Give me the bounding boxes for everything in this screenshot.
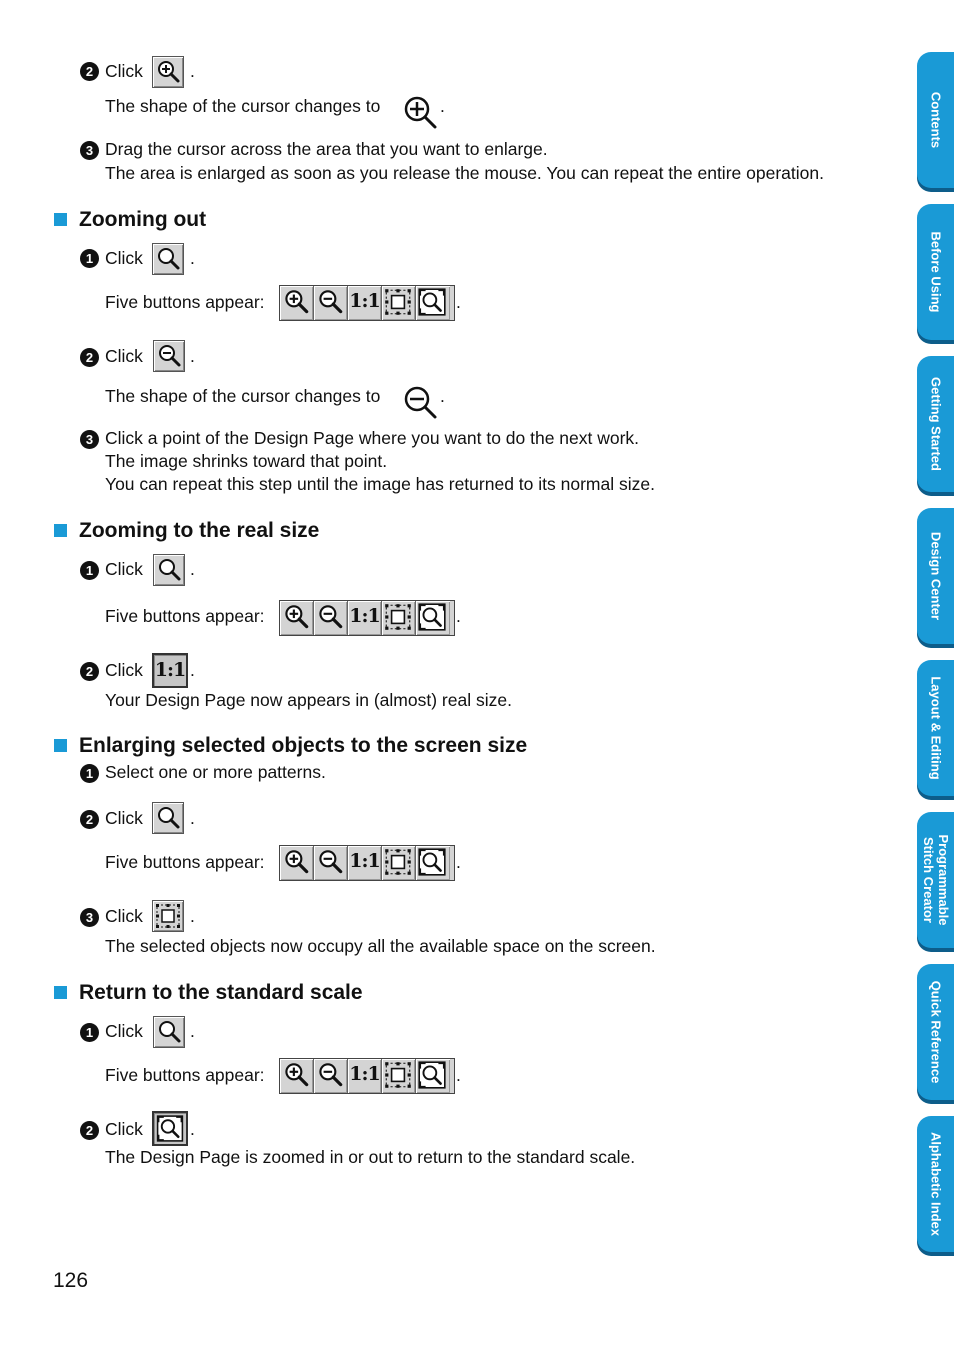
period: . [456,292,461,312]
tab-label: Design Center [928,531,943,621]
period: . [190,808,195,828]
zoom-out-cursor-icon [403,385,439,421]
step-number-3: 3 [80,430,99,449]
zoom-in-tool[interactable] [280,286,314,320]
real-size-tool[interactable]: 1:1 [348,286,382,320]
step-text: You can repeat this step until the image has returned to its normal size. [105,474,655,494]
zoom-button[interactable] [152,243,184,275]
fit-selection-tool[interactable] [382,846,416,880]
zoom-out-tool[interactable] [314,286,348,320]
step-text: Click [105,346,143,366]
tab-label: Before Using [928,231,943,313]
real-size-tool[interactable]: 1:1 [348,846,382,880]
zoom-in-cursor-icon [403,95,439,131]
zoom-out-icon [154,341,184,371]
zoom-out-tool[interactable] [314,1059,348,1093]
standard-scale-tool[interactable] [416,846,450,880]
tab-layout-editing[interactable] [917,660,954,796]
page-number: 126 [53,1269,89,1292]
magnifier-icon [153,244,183,274]
real-size-tool[interactable]: 1:1 [348,601,382,635]
zoom-out-button[interactable] [153,340,185,372]
period: . [190,1119,195,1139]
step-text: Click [105,248,143,268]
zoom-in-tool[interactable] [280,601,314,635]
step-text: Click [105,808,143,828]
step-text: Click [105,1021,143,1041]
magnifier-icon [154,1017,184,1047]
standard-scale-tool[interactable] [416,1059,450,1093]
tab-before-using[interactable] [917,204,954,340]
zoom-in-tool[interactable] [280,1059,314,1093]
zoom-out-icon [314,1059,346,1091]
step-number-2: 2 [80,810,99,829]
zoom-out-icon [314,846,346,878]
magnifier-icon [154,555,184,585]
zoom-out-icon [314,286,346,318]
zoom-toolbar [279,600,455,636]
fit-selection-tool[interactable] [382,286,416,320]
section-bullet [54,213,67,226]
tab-quick-reference[interactable] [917,964,954,1100]
fit-selection-button[interactable] [152,900,184,932]
fit-selection-icon [382,286,414,318]
period: . [190,248,195,268]
zoom-toolbar [279,285,455,321]
step-text: Your Design Page now appears in (almost) real size. [105,690,512,710]
step-text: Click [105,906,143,926]
standard-scale-button[interactable] [152,1111,188,1146]
zoom-in-tool[interactable] [280,846,314,880]
standard-scale-icon [416,1059,448,1091]
step-text: Click [105,61,143,81]
tab-label: Alphabetic Index [928,1131,943,1237]
step-text: The Design Page is zoomed in or out to return to the standard scale. [105,1147,636,1167]
section-heading-real-size: Zooming to the real size [79,519,320,542]
period: . [440,386,445,406]
zoom-button[interactable] [153,1016,185,1048]
period: . [190,559,195,579]
standard-scale-tool[interactable] [416,601,450,635]
zoom-button[interactable] [153,554,185,586]
fit-selection-icon [382,1059,414,1091]
step-number-2: 2 [80,348,99,367]
cursor-change-text: The shape of the cursor changes to [105,386,381,406]
period: . [456,606,461,626]
standard-scale-icon [154,1113,186,1144]
fit-selection-tool[interactable] [382,1059,416,1093]
zoom-in-button[interactable] [152,56,184,88]
standard-scale-icon [416,601,448,633]
step-number-3: 3 [80,141,99,160]
step-text: Drag the cursor across the area that you want to enlarge. [105,139,548,159]
period: . [190,660,195,680]
fit-selection-icon [382,601,414,633]
fit-selection-tool[interactable] [382,601,416,635]
section-bullet [54,739,67,752]
five-buttons-text: Five buttons appear: [105,606,265,626]
tab-label: Contents [928,91,943,149]
five-buttons-text: Five buttons appear: [105,852,265,872]
tab-label: Layout & Editing [928,676,943,780]
fit-selection-icon [382,846,414,878]
period: . [190,346,195,366]
period: . [190,1021,195,1041]
cursor-change-text: The shape of the cursor changes to [105,96,381,116]
zoom-in-icon [280,1059,312,1091]
five-buttons-text: Five buttons appear: [105,292,265,312]
step-number-2: 2 [80,1121,99,1140]
zoom-out-tool[interactable] [314,846,348,880]
fit-selection-icon [153,901,183,931]
tab-design-center[interactable] [917,508,954,644]
step-text: Click a point of the Design Page where you want to do the next work. [105,428,640,448]
period: . [440,96,445,116]
zoom-in-icon [280,286,312,318]
tab-label: Getting Started [928,377,943,471]
tab-programmable-stitch-creator[interactable] [917,812,954,948]
step-number-1: 1 [80,764,99,783]
zoom-in-icon [280,601,312,633]
magnifier-icon [153,803,183,833]
zoom-out-icon [314,601,346,633]
zoom-out-tool[interactable] [314,601,348,635]
real-size-button[interactable]: 1:1 [152,653,188,688]
step-text: Click [105,1119,143,1139]
step-number-1: 1 [80,249,99,268]
step-number-1: 1 [80,1023,99,1042]
step-number-1: 1 [80,561,99,580]
real-size-tool[interactable]: 1:1 [348,1059,382,1093]
step-number-2: 2 [80,662,99,681]
standard-scale-tool[interactable] [416,286,450,320]
section-bullet [54,524,67,537]
period: . [456,852,461,872]
period: . [190,61,195,81]
tab-alphabetic-index[interactable] [917,1116,954,1252]
tab-label: Programmable Stitch Creator [920,834,951,926]
step-number-2: 2 [80,62,99,81]
step-text: Click [105,660,143,680]
step-number-3: 3 [80,908,99,927]
period: . [190,906,195,926]
section-heading-zooming-out: Zooming out [79,208,207,231]
step-text: The area is enlarged as soon as you release the mouse. You can repeat the entire operation. [105,163,824,183]
step-text: The selected objects now occupy all the available space on the screen. [105,936,656,956]
zoom-toolbar [279,1058,455,1094]
tab-contents[interactable] [917,52,954,188]
tab-getting-started[interactable] [917,356,954,492]
zoom-in-icon [153,57,183,87]
step-text: The image shrinks toward that point. [105,451,388,471]
section-heading-enlarge-selection: Enlarging selected objects to the screen size [79,734,528,757]
step-text: Select one or more patterns. [105,762,326,782]
five-buttons-text: Five buttons appear: [105,1065,265,1085]
section-bullet [54,986,67,999]
standard-scale-icon [416,846,448,878]
standard-scale-icon [416,286,448,318]
tab-label: Quick Reference [928,980,943,1084]
section-heading-standard-scale: Return to the standard scale [79,981,363,1004]
zoom-button[interactable] [152,802,184,834]
period: . [456,1065,461,1085]
zoom-toolbar [279,845,455,881]
zoom-in-icon [280,846,312,878]
step-text: Click [105,559,143,579]
